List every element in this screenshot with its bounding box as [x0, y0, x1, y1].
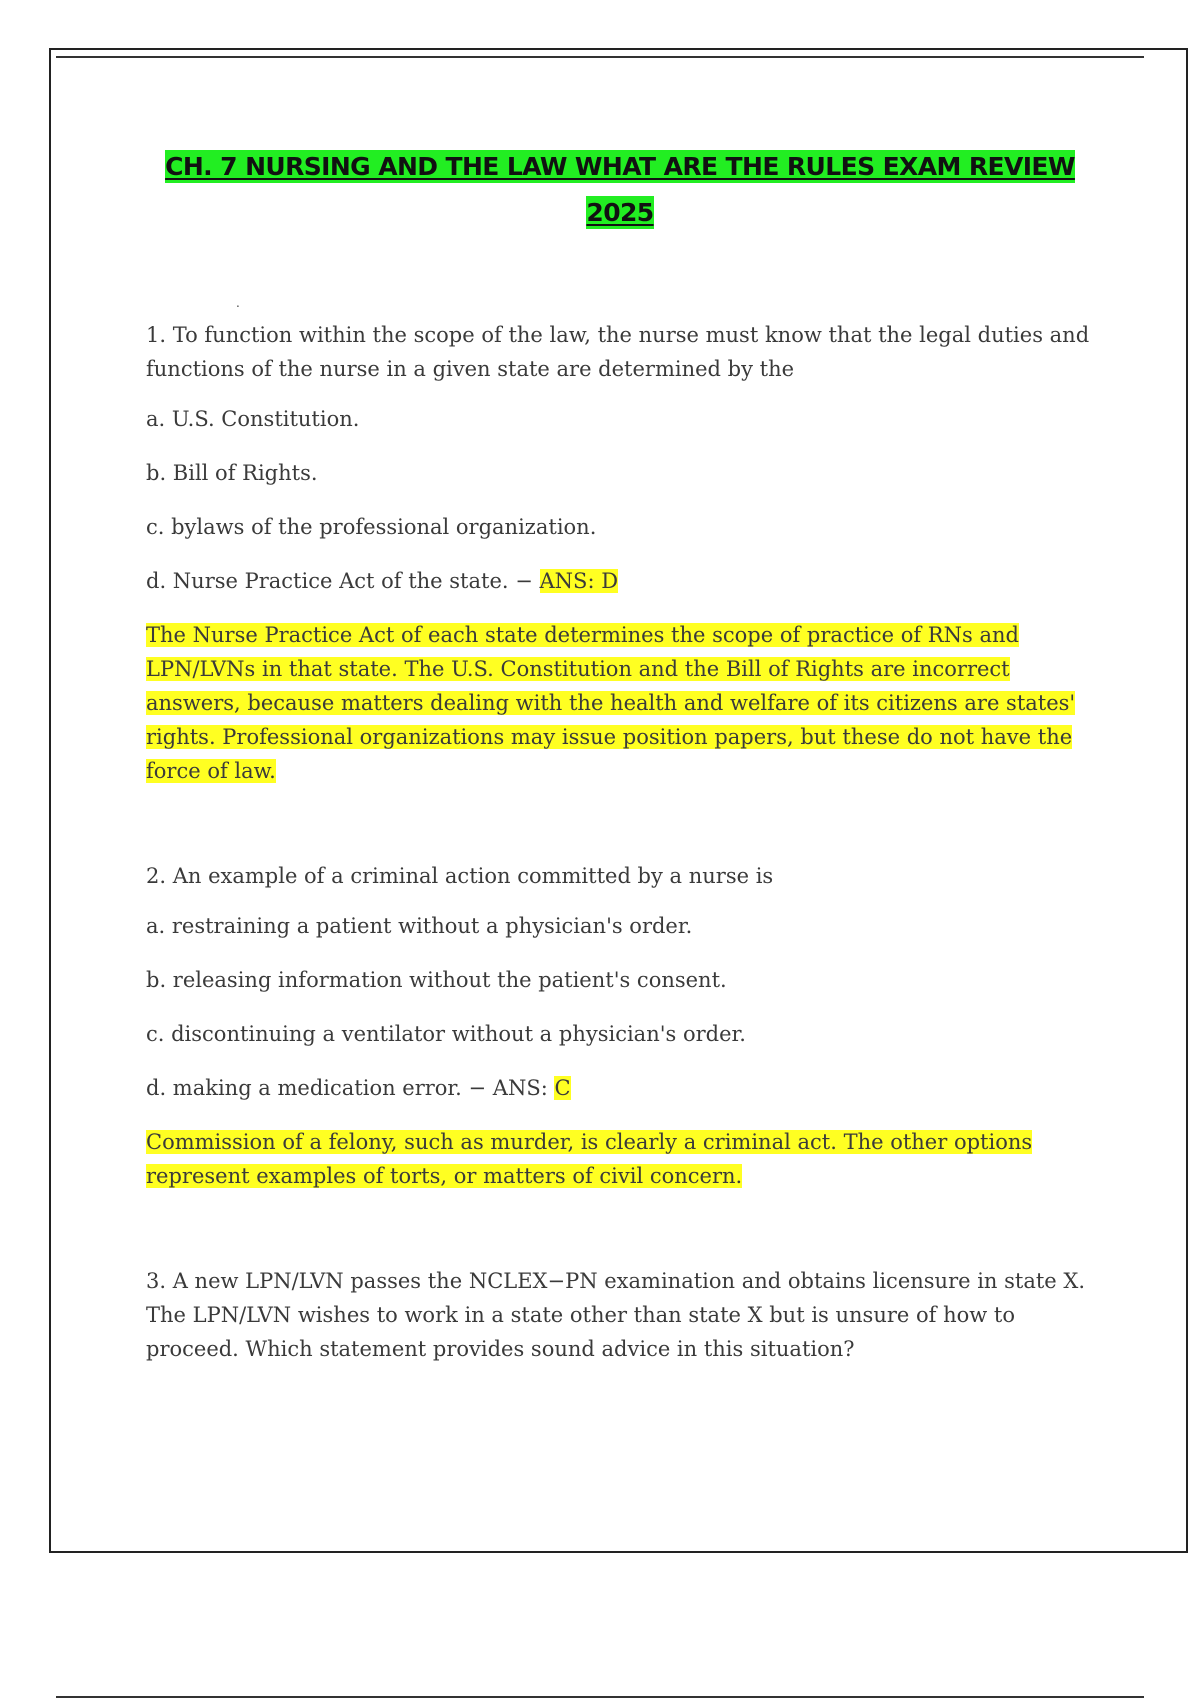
question-list [146, 318, 1096, 1382]
question-stem: 3. A new LPN/LVN passes the NCLEX−PN examination and obtains licensure in state X. The LPN/LVN wishes to work in a state other than state X but is unsure of how to proceed. Which statement provides sound advice in this situation? [146, 1269, 1086, 1361]
title-line-1: CH. 7 NURSING AND THE LAW WHAT ARE THE RULES EXAM REVIEW [165, 152, 1075, 181]
rationale [146, 618, 1096, 788]
option-c: c. bylaws of the professional organization. [146, 515, 597, 539]
option-d [146, 564, 1096, 598]
option-c: c. discontinuing a ventilator without a physician's order. [146, 1022, 746, 1046]
question-stem: 1. To function within the scope of the law, the nurse must know that the legal duties and functions of the nurse in a given state are determined by the [146, 323, 1090, 381]
option-d-text: d. Nurse Practice Act of the state. − [146, 569, 540, 593]
option-a: a. restraining a patient without a physician's order. [146, 914, 693, 938]
stray-mark: . [236, 296, 240, 310]
rationale-text: Commission of a felony, such as murder, is clearly a criminal act. The other options represent examples of torts, or matters of civil concern. [146, 1130, 1033, 1188]
question-1 [146, 318, 1096, 788]
option-a: a. U.S. Constitution. [146, 407, 360, 431]
question-3 [146, 1264, 1096, 1366]
option-b: b. releasing information without the patient's consent. [146, 968, 727, 992]
bottom-rule [56, 1696, 1144, 1698]
option-d-text: d. making a medication error. − [146, 1076, 493, 1100]
question-2 [146, 859, 1096, 1193]
rationale [146, 1125, 1096, 1193]
answer-key: C [554, 1076, 571, 1100]
question-stem: 2. An example of a criminal action committed by a nurse is [146, 864, 774, 888]
title-line-2: 2025 [586, 198, 654, 227]
answer-key: ANS: D [539, 569, 619, 593]
answer-prefix: ANS: [492, 1076, 555, 1100]
option-d [146, 1071, 1096, 1105]
rationale-text: The Nurse Practice Act of each state determines the scope of practice of RNs and LPN/LVNs in that state. The U.S. Constitution and the Bill of Rights are incorrect answers, because matters dealing with the health and welfare of its citizens are states' rights. Professional organizations may issue position papers, but these do not have the force of law. [146, 623, 1076, 783]
document-title [100, 144, 1140, 236]
option-b: b. Bill of Rights. [146, 461, 318, 485]
